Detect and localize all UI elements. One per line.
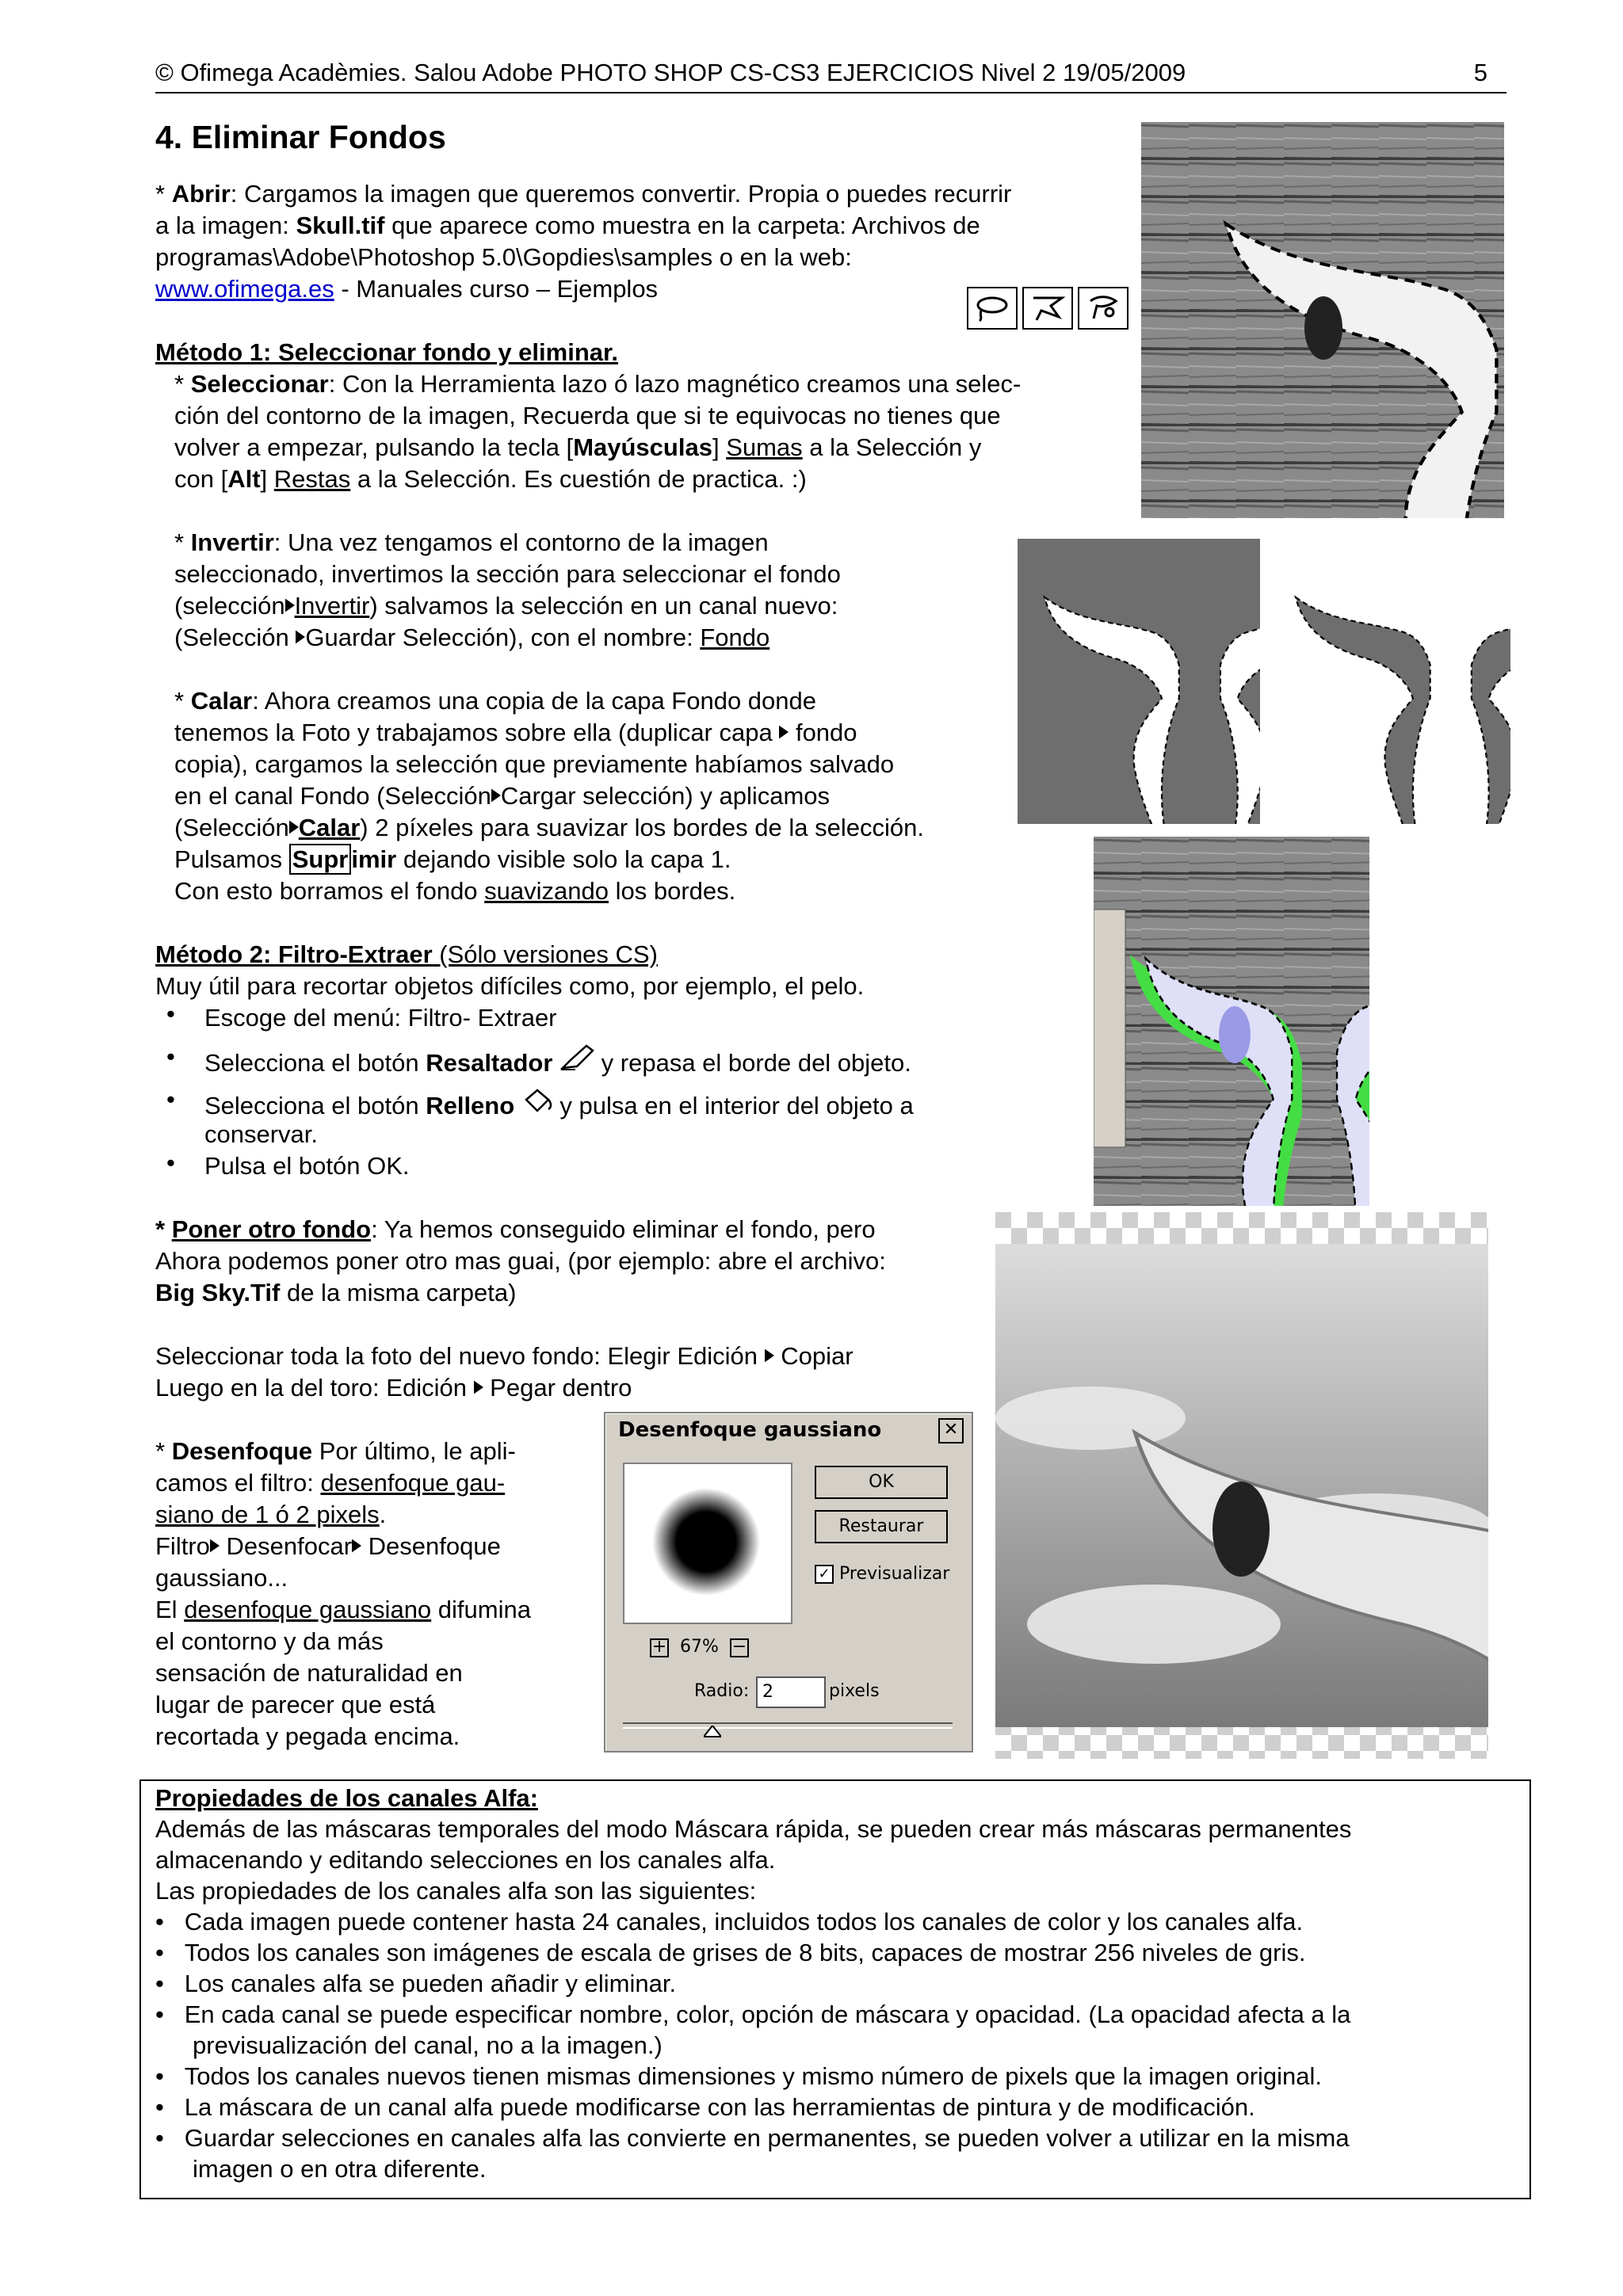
inv-line-1: * Invertir: Una vez tengamos el contorno de la imagen (174, 528, 769, 556)
zoom-controls (650, 1637, 749, 1657)
method2-bullet-3-cont: conservar. (204, 1120, 319, 1148)
inv-line-4: (Selección Guardar Selección), con el nombre: Fondo (174, 624, 770, 651)
poner-line-2: Ahora podemos poner otro mas guai, (por ejemplo: abre el archivo: (155, 1247, 886, 1275)
close-button[interactable]: ✕ (938, 1418, 964, 1444)
gaussian-blur-dialog (604, 1412, 973, 1753)
triangle-right-icon (210, 1537, 220, 1554)
alpha-item: • Todos los canales nuevos tienen mismas dimensiones y mismo número de pixels que la imagen original. (155, 2062, 1323, 2090)
cal-line-5: (Selección Calar) 2 píxeles para suavizar los bordes de la selección. (174, 814, 924, 841)
poner-line-4: Seleccionar toda la foto del nuevo fondo: Elegir Edición Copiar (155, 1342, 854, 1370)
skull-sky-photo (995, 1212, 1488, 1759)
saved-mask-photo (1265, 539, 1510, 824)
highlighter-icon (559, 1044, 594, 1071)
desen-line-4: Filtro Desenfocar Desenfoque (155, 1532, 501, 1560)
poner-line-5: Luego en la del toro: Edición Pegar dentro (155, 1374, 632, 1402)
desen-line-3: siano de 1 ó 2 pixels. (155, 1501, 387, 1528)
triangle-right-icon (285, 597, 295, 614)
cal-line-4: en el canal Fondo (Selección Cargar selección) y aplicamos (174, 782, 831, 810)
alpha-item: • Todos los canales son imágenes de escala de grises de 8 bits, capaces de mostrar 256 niveles de gris. (155, 1939, 1306, 1966)
ok-button[interactable]: OK (815, 1466, 948, 1499)
header-text: © Ofimega Acadèmies. Salou Adobe PHOTO SHOP CS-CS3 EJERCICIOS Nivel 2 19/05/2009 (155, 59, 1186, 86)
inv-line-2: seleccionado, invertimos la sección para seleccionar el fondo (174, 560, 841, 588)
checkbox-icon[interactable]: ✓ (815, 1565, 834, 1584)
poner-line-3: Big Sky.Tif de la misma carpeta) (155, 1279, 517, 1306)
method2-heading: Método 2: Filtro-Extraer (Sólo versiones CS) (155, 940, 658, 968)
triangle-right-icon (474, 1379, 483, 1396)
page-number: 5 (1473, 59, 1487, 86)
extract-filter-photo (1094, 837, 1369, 1206)
radius-slider[interactable] (623, 1722, 953, 1729)
cal-line-2: tenemos la Foto y trabajamos sobre ella (duplicar capa fondo (174, 719, 857, 746)
alpha-item: • Los canales alfa se pueden añadir y eliminar. (155, 1970, 677, 1997)
triangle-right-icon (352, 1537, 361, 1554)
alpha-item: • La máscara de un canal alfa puede modificarse con las herramientas de pintura y de modificación. (155, 2093, 1255, 2121)
intro-line-1: * Abrir: Cargamos la imagen que queremos convertir. Propia o puedes recurrir (155, 180, 1012, 208)
bullet-dot: • (166, 1149, 175, 1177)
desen-line-2: camos el filtro: desenfoque gau- (155, 1469, 506, 1497)
intro-line-4: www.ofimega.es - Manuales curso – Ejemplos (155, 275, 659, 303)
method2-bullet-1: Escoge del menú: Filtro- Extraer (204, 1004, 557, 1032)
alpha-p3: Las propiedades de los canales alfa son las siguientes: (155, 1877, 757, 1905)
method2-bullet-4: Pulsa el botón OK. (204, 1152, 410, 1180)
zoom-in-icon[interactable]: + (650, 1638, 669, 1657)
section-title: 4. Eliminar Fondos (155, 119, 446, 155)
radius-label: Radio: (694, 1681, 750, 1701)
intro-line-3: programas\Adobe\Photoshop 5.0\Gopdies\samples o en la web: (155, 243, 852, 271)
inverted-selection-photo (1018, 539, 1260, 824)
cal-line-6: Pulsamos Supr imir dejando visible solo la capa 1. (174, 845, 731, 873)
preview-checkbox[interactable]: ✓ Previsualizar (815, 1564, 949, 1584)
sel-line-3: volver a empezar, pulsando la tecla [Mayúsculas] Sumas a la Selección y (174, 433, 982, 461)
zoom-out-icon[interactable]: − (730, 1638, 749, 1657)
fill-bucket-icon (521, 1087, 553, 1114)
triangle-right-icon (491, 787, 501, 804)
website-link[interactable]: www.ofimega.es (155, 275, 334, 303)
method2-desc: Muy útil para recortar objetos difíciles como, por ejemplo, el pelo. (155, 972, 865, 1000)
alpha-item-cont: previsualización del canal, no a la imagen.) (193, 2031, 663, 2059)
bullet-dot: • (166, 1043, 175, 1070)
bullet-dot: • (166, 1085, 175, 1113)
cal-line-1: * Calar: Ahora creamos una copia de la capa Fondo donde (174, 687, 817, 715)
blur-preview (623, 1463, 792, 1624)
desen-line-9: lugar de parecer que está (155, 1691, 436, 1718)
triangle-right-icon (296, 628, 305, 646)
polygonal-lasso-icon (1022, 287, 1073, 330)
dialog-title: Desenfoque gaussiano (618, 1418, 882, 1442)
skull-on-wood-photo (1141, 122, 1504, 518)
desen-line-6: El desenfoque gaussiano difumina (155, 1596, 531, 1623)
desen-line-1: * Desenfoque Por último, le apli- (155, 1437, 516, 1465)
poner-line-1: * Poner otro fondo: Ya hemos conseguido eliminar el fondo, pero (155, 1215, 876, 1243)
triangle-right-icon (289, 818, 299, 836)
alpha-item: • Cada imagen puede contener hasta 24 canales, incluidos todos los canales de color y los canales alfa. (155, 1908, 1304, 1936)
sel-line-4: con [Alt] Restas a la Selección. Es cuestión de practica. :) (174, 465, 807, 493)
inv-line-3: (selección Invertir) salvamos la selección en un canal nuevo: (174, 592, 838, 620)
method1-heading: Método 1: Seleccionar fondo y eliminar. (155, 338, 618, 366)
alpha-heading: Propiedades de los canales Alfa: (155, 1784, 538, 1812)
slider-thumb-icon[interactable] (704, 1726, 721, 1738)
alpha-item: • Guardar selecciones en canales alfa las convierte en permanentes, se pueden volver a utilizar en la misma (155, 2124, 1350, 2152)
triangle-right-icon (779, 723, 789, 741)
lasso-tools (967, 287, 1128, 330)
zoom-level: 67% (680, 1637, 719, 1657)
cal-line-7: Con esto borramos el fondo suavizando los bordes. (174, 877, 736, 905)
bullet-dot: • (166, 1000, 175, 1028)
lasso-icon (967, 287, 1018, 330)
radius-input[interactable]: 2 (756, 1676, 826, 1708)
cal-line-3: copia), cargamos la selección que previamente habíamos salvado (174, 750, 895, 778)
magnetic-lasso-icon (1078, 287, 1128, 330)
sel-line-1: * Seleccionar: Con la Herramienta lazo ó lazo magnético creamos una selec- (174, 370, 1022, 398)
method2-bullet-2: Selecciona el botón Resaltador y repasa el borde del objeto. (204, 1044, 911, 1079)
alpha-item-cont: imagen o en otra diferente. (193, 2155, 487, 2183)
page-header (155, 57, 1507, 93)
alpha-p1: Además de las máscaras temporales del modo Máscara rápida, se pueden crear más máscaras permanentes (155, 1815, 1352, 1843)
intro-line-2: a la imagen: Skull.tif que aparece como muestra en la carpeta: Archivos de (155, 212, 980, 239)
desen-line-10: recortada y pegada encima. (155, 1722, 460, 1750)
triangle-right-icon (765, 1347, 774, 1364)
alpha-item: • En cada canal se puede especificar nombre, color, opción de máscara y opacidad. (La opacidad afecta a la (155, 2000, 1351, 2028)
desen-line-5: gaussiano... (155, 1564, 288, 1592)
desen-line-7: el contorno y da más (155, 1627, 384, 1655)
sel-line-2: ción del contorno de la imagen, Recuerda que si te equivocas no tienes que (174, 402, 1001, 429)
desen-line-8: sensación de naturalidad en (155, 1659, 463, 1687)
radius-unit: pixels (829, 1681, 880, 1701)
method2-bullet-3: Selecciona el botón Relleno y pulsa en el interior del objeto a (204, 1087, 914, 1122)
reset-button[interactable]: Restaurar (815, 1510, 948, 1543)
alpha-p2: almacenando y editando selecciones en los canales alfa. (155, 1846, 776, 1874)
